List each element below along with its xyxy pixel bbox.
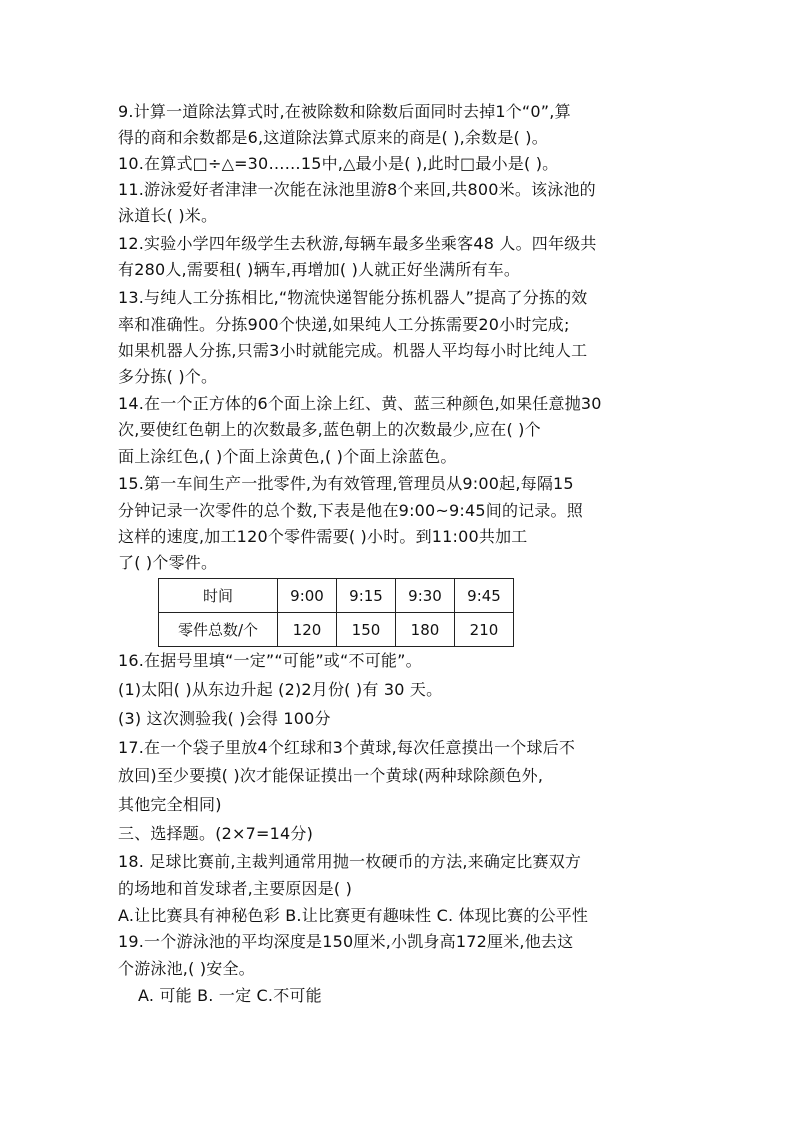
q9-line-2: 得的商和余数都是6,这道除法算式原来的商是( ),余数是( )。: [118, 128, 548, 147]
table-header-cell: 9:15: [337, 579, 396, 613]
q15-line-2: 分钟记录一次零件的总个数,下表是他在9:00~9:45间的记录。照: [118, 501, 583, 520]
q16-line-3: (3) 这次测验我( )会得 100分: [118, 709, 331, 728]
q14-line-2: 次,要使红色朝上的次数最多,蓝色朝上的次数最少,应在( )个: [118, 420, 541, 439]
q9-line-1: 9.计算一道除法算式时,在被除数和除数后面同时去掉1个“0”,算: [118, 102, 571, 121]
q16-line-1: 16.在据号里填“一定”“可能”或“不可能”。: [118, 651, 422, 670]
q17-line-2: 放回)至少要摸( )次才能保证摸出一个黄球(两种球除颜色外,: [118, 766, 544, 785]
table-header-cell: 9:30: [396, 579, 455, 613]
q19-line-1: 19.一个游泳池的平均深度是150厘米,小凯身高172厘米,他去这: [118, 932, 574, 951]
table-header-cell: 9:45: [455, 579, 514, 613]
q15-line-4: 了( )个零件。: [118, 553, 218, 572]
q11-line-2: 泳道长( )米。: [118, 206, 218, 225]
q15-line-3: 这样的速度,加工120个零件需要( )小时。到11:00共加工: [118, 527, 528, 546]
q13-line-1: 13.与纯人工分拣相比,“物流快递智能分拣机器人”提高了分拣的效: [118, 288, 588, 307]
table-cell: 零件总数/个: [159, 613, 278, 647]
q10-line: 10.在算式□÷△=30……15中,△最小是( ),此时□最小是( )。: [118, 154, 559, 173]
section-3-heading: 三、选择题。(2×7=14分): [118, 824, 314, 843]
q18-line-2: 的场地和首发球者,主要原因是( ): [118, 879, 353, 898]
q15-line-1: 15.第一车间生产一批零件,为有效管理,管理员从9:00起,每隔15: [118, 474, 574, 493]
table-cell: 120: [278, 613, 337, 647]
table-header-cell: 9:00: [278, 579, 337, 613]
q17-line-1: 17.在一个袋子里放4个红球和3个黄球,每次任意摸出一个球后不: [118, 738, 576, 757]
q14-line-3: 面上涂红色,( )个面上涂黄色,( )个面上涂蓝色。: [118, 447, 457, 466]
q18-line-1: 18. 足球比赛前,主裁判通常用抛一枚硬币的方法,来确定比赛双方: [118, 852, 582, 871]
q14-line-1: 14.在一个正方体的6个面上涂上红、黄、蓝三种颜色,如果任意抛30: [118, 394, 602, 413]
q13-line-4: 多分拣( )个。: [118, 367, 218, 386]
table-header-cell: 时间: [159, 579, 278, 613]
q12-line-1: 12.实验小学四年级学生去秋游,每辆车最多坐乘客48 人。四年级共: [118, 234, 597, 253]
q12-line-2: 有280人,需要租( )辆车,再增加( )人就正好坐满所有车。: [118, 260, 521, 279]
q19-line-2: 个游泳池,( )安全。: [118, 959, 255, 978]
table-cell: 150: [337, 613, 396, 647]
table-cell: 210: [455, 613, 514, 647]
table-row: [159, 613, 514, 647]
q19-options: A. 可能 B. 一定 C.不可能: [138, 986, 322, 1005]
table-row: [159, 579, 514, 613]
table-cell: 180: [396, 613, 455, 647]
q17-line-3: 其他完全相同): [118, 795, 222, 814]
record-table: [158, 578, 514, 647]
q11-line-1: 11.游泳爱好者津津一次能在泳池里游8个来回,共800米。该泳池的: [118, 180, 596, 199]
q16-line-2: (1)太阳( )从东边升起 (2)2月份( )有 30 天。: [118, 680, 443, 699]
q13-line-3: 如果机器人分拣,只需3小时就能完成。机器人平均每小时比纯人工: [118, 341, 588, 360]
q13-line-2: 率和准确性。分拣900个快递,如果纯人工分拣需要20小时完成;: [118, 315, 570, 334]
q18-options: A.让比赛具有神秘色彩 B.让比赛更有趣味性 C. 体现比赛的公平性: [118, 906, 589, 925]
